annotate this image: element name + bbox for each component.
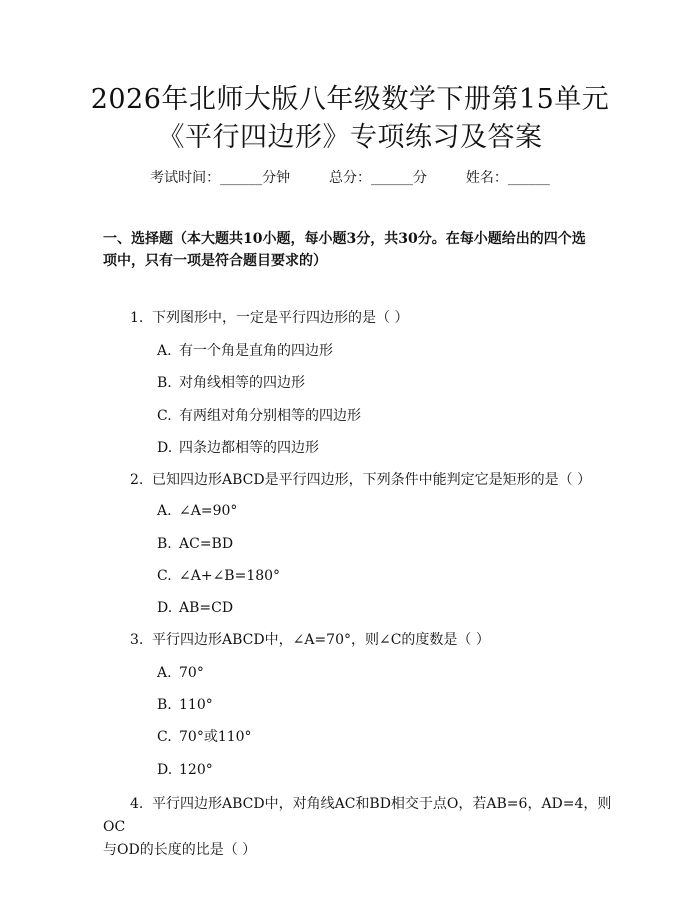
option-text: ∠A=90°	[179, 503, 238, 519]
q2-option-b	[157, 533, 233, 555]
q2-option-c	[157, 565, 280, 587]
option-text: AB=CD	[179, 600, 234, 616]
question-stem: 已知四边形ABCD是平行四边形，下列条件中能判定它是矩形的是（ ）	[152, 472, 592, 488]
section-heading	[103, 228, 643, 272]
option-text: 四条边都相等的四边形	[179, 440, 319, 456]
question-number: 3.	[130, 632, 144, 648]
option-text: 120°	[179, 762, 213, 778]
option-text: 70°	[179, 665, 204, 681]
question-number: 2.	[130, 472, 144, 488]
option-letter: B.	[157, 697, 172, 713]
question-number: 1.	[130, 310, 144, 326]
page-title-line2: 《平行四边形》专项练习及答案	[157, 122, 543, 153]
page-title-line1: 2026年北师大版八年级数学下册第15单元	[90, 84, 610, 115]
option-text: 有一个角是直角的四边形	[179, 343, 333, 359]
question-stem: 平行四边形ABCD中，∠A=70°，则∠C的度数是（ ）	[152, 632, 490, 648]
q1-option-d	[157, 437, 319, 459]
option-letter: D.	[157, 600, 173, 616]
option-text: ∠A+∠B=180°	[179, 568, 281, 584]
option-text: 110°	[179, 697, 213, 713]
total-score-field: 总分：______分	[329, 170, 427, 186]
question-2	[130, 469, 591, 491]
q3-option-b	[157, 694, 213, 716]
question-stem: 下列图形中，一定是平行四边形的是（ ）	[152, 310, 409, 326]
section-heading-line1: 一、选择题（本大题共10小题，每小题3分，共30分。在每小题给出的四个选	[103, 231, 586, 247]
option-letter: A.	[157, 343, 172, 359]
question-4	[103, 793, 623, 862]
student-name-field: 姓名：______	[465, 170, 550, 186]
question-stem-line2: 与OD的长度的比是（ ）	[103, 842, 257, 858]
exam-meta	[0, 167, 700, 189]
exam-time-field: 考试时间：______分钟	[150, 170, 291, 186]
option-text: AC=BD	[179, 536, 234, 552]
option-letter: A.	[157, 665, 172, 681]
question-stem-text: 平行四边形ABCD中，对角线AC和BD相交于点O，若AB=6，AD=4，则OC	[103, 796, 612, 835]
question-3	[130, 629, 490, 651]
q3-option-a	[157, 662, 204, 684]
option-text: 对角线相等的四边形	[179, 375, 305, 391]
q1-option-c	[157, 405, 361, 427]
q3-option-c	[157, 726, 252, 748]
option-letter: D.	[157, 762, 173, 778]
option-letter: D.	[157, 440, 173, 456]
q2-option-d	[157, 597, 233, 619]
question-stem-line1	[103, 793, 623, 839]
option-letter: B.	[157, 536, 172, 552]
option-letter: C.	[157, 408, 172, 424]
q1-option-b	[157, 372, 305, 394]
q1-option-a	[157, 340, 333, 362]
q3-option-d	[157, 759, 213, 781]
option-letter: C.	[157, 568, 172, 584]
question-1	[130, 307, 408, 329]
option-text: 70°或110°	[179, 729, 252, 745]
q2-option-a	[157, 500, 237, 522]
option-letter: B.	[157, 375, 172, 391]
option-text: 有两组对角分别相等的四边形	[179, 408, 361, 424]
question-number: 4.	[130, 796, 144, 812]
section-heading-line2: 项中，只有一项是符合题目要求的）	[103, 253, 327, 269]
option-letter: C.	[157, 729, 172, 745]
option-letter: A.	[157, 503, 172, 519]
